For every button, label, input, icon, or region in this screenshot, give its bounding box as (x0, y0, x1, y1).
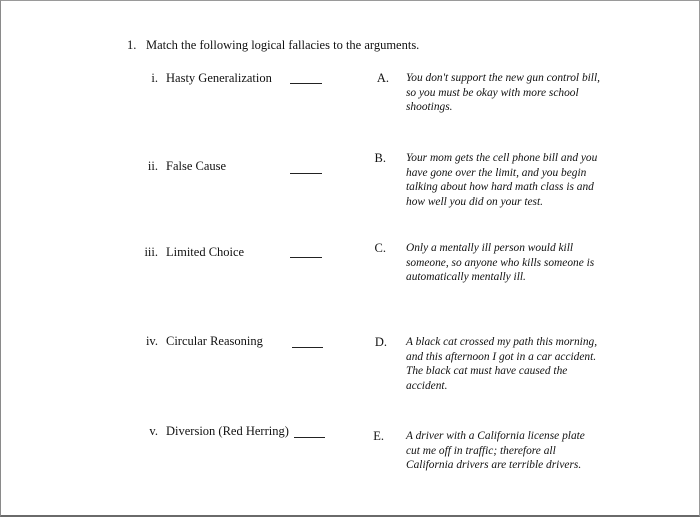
answer-blank-1[interactable] (290, 83, 322, 84)
question-prompt: Match the following logical fallacies to the arguments. (146, 38, 420, 52)
fallacy-label: Diversion (Red Herring) (166, 424, 289, 438)
argument-text-d: A black cat crossed my path this morning, and this afternoon I got in a car accident. The black cat must have caused the accident. (406, 336, 598, 392)
answer-blank-4[interactable] (292, 347, 323, 348)
fallacy-label: False Cause (166, 159, 227, 173)
question-heading (127, 38, 419, 52)
question-number: 1. (127, 38, 137, 52)
answer-blank-3[interactable] (290, 257, 322, 258)
answer-blank-5[interactable] (294, 437, 325, 438)
fallacy-item-1 (151, 71, 272, 85)
fallacy-numeral: i. (151, 71, 158, 85)
argument-text-b: Your mom gets the cell phone bill and you have gone over the limit, and you begin talking about how hard math class is and how well you did on your test. (406, 152, 598, 208)
argument-text-c: Only a mentally ill person would kill someone, so anyone who kills someone is automatically mentally ill. (406, 242, 595, 283)
fallacy-numeral: iii. (144, 245, 158, 259)
argument-text-e: A driver with a California license plate cut me off in traffic; therefore all California drivers are terrible drivers. (406, 430, 585, 471)
argument-letter-e: E. (373, 429, 384, 443)
fallacy-label: Hasty Generalization (166, 71, 272, 85)
argument-letter-d: D. (374, 335, 387, 349)
fallacy-item-3 (144, 245, 245, 259)
fallacy-numeral: iv. (145, 334, 158, 348)
argument-letter-a: A. (376, 71, 389, 85)
argument-letter-b: B. (374, 151, 386, 165)
answer-blank-2[interactable] (290, 173, 322, 174)
fallacy-numeral: v. (149, 424, 158, 438)
fallacy-label: Limited Choice (166, 245, 245, 259)
argument-text-a: You don't support the new gun control bill, so you must be okay with more school shootings. (406, 72, 600, 113)
fallacy-item-2 (147, 159, 227, 173)
fallacy-item-4 (145, 334, 263, 348)
fallacy-label: Circular Reasoning (166, 334, 263, 348)
argument-letter-c: C. (374, 241, 386, 255)
fallacy-item-5 (149, 424, 289, 438)
fallacy-numeral: ii. (147, 159, 158, 173)
